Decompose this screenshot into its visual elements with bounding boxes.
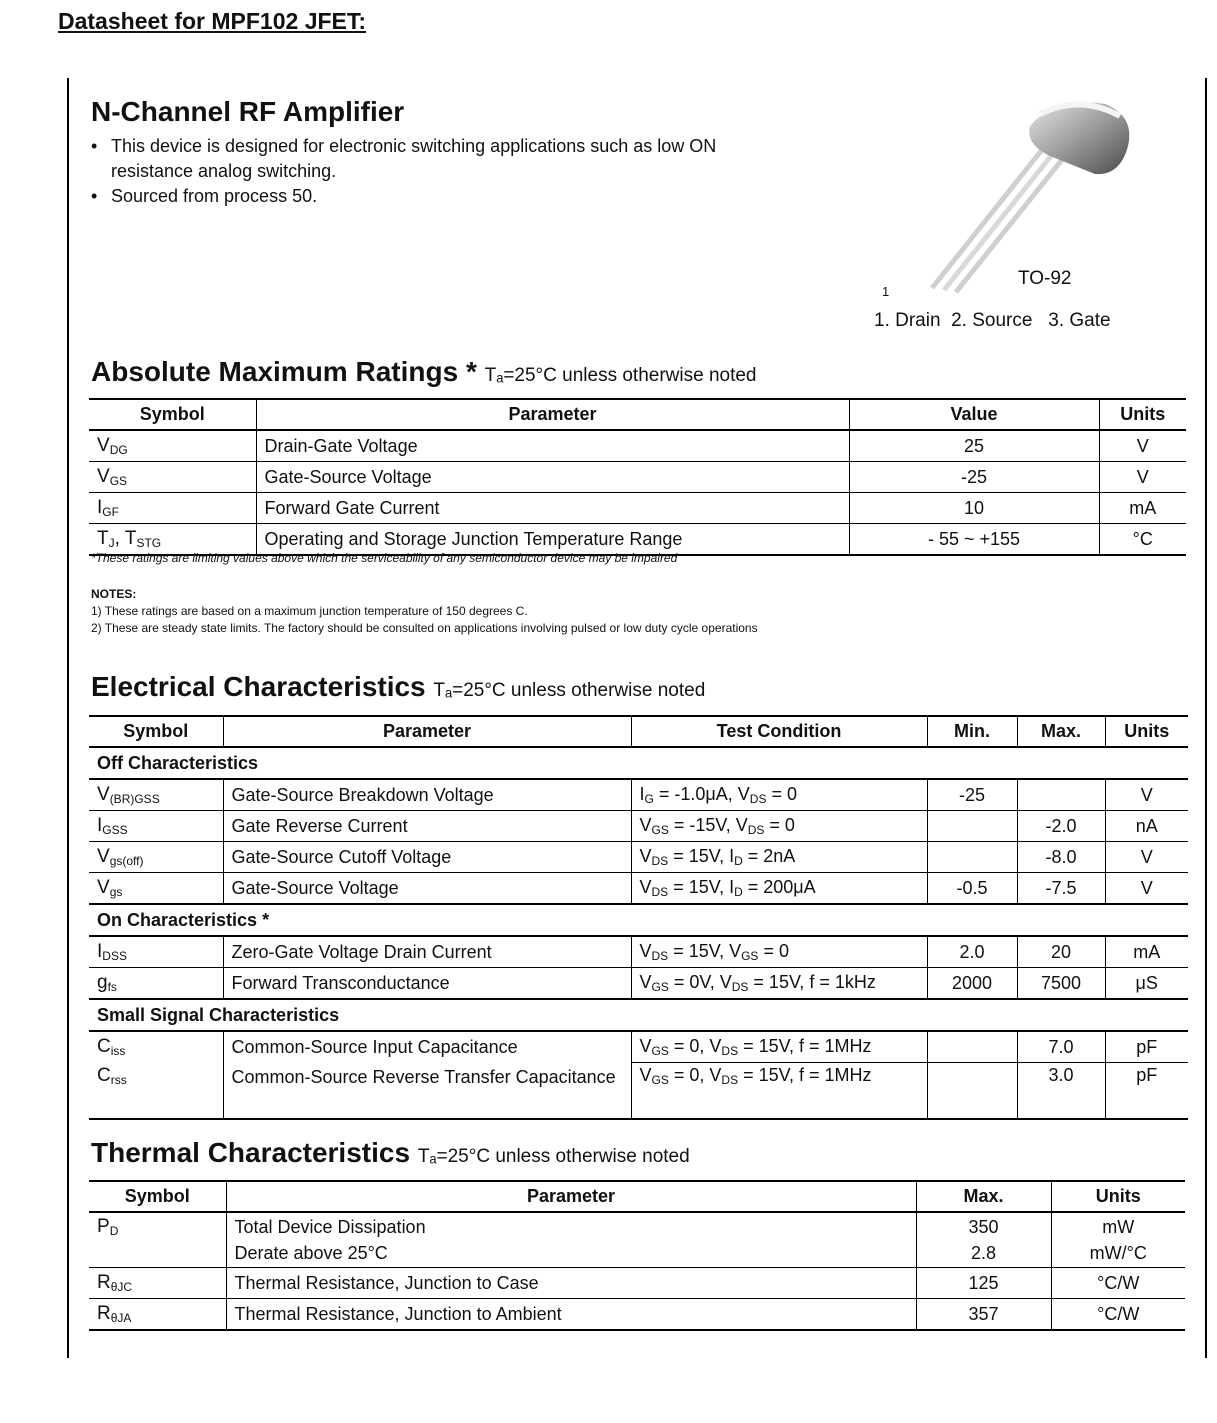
max-cell: -8.0 xyxy=(1017,842,1105,873)
parameter-cell: Operating and Storage Junction Temperature Range xyxy=(256,524,849,556)
col-header: Units xyxy=(1099,399,1186,430)
col-header: Value xyxy=(849,399,1099,430)
unit-cell: V xyxy=(1099,462,1186,493)
unit-cell: mA xyxy=(1099,493,1186,524)
min-cell: 2000 xyxy=(927,968,1017,1000)
frame-left-border xyxy=(67,78,69,1358)
electrical-title: Electrical Characteristics xyxy=(91,671,426,702)
max-cell: 7.0 xyxy=(1017,1031,1105,1063)
feature-item: • This device is designed for electronic switching applications such as low ON resistance analog switching. xyxy=(91,134,731,184)
table-row xyxy=(89,842,1188,873)
thermal-table xyxy=(89,1180,1185,1331)
max-cell: 350 2.8 xyxy=(916,1212,1051,1268)
feature-list xyxy=(91,134,791,209)
frame-right-border xyxy=(1205,78,1207,1358)
col-header: Symbol xyxy=(89,716,223,747)
col-header: Min. xyxy=(927,716,1017,747)
thermal-title: Thermal Characteristics xyxy=(91,1137,411,1168)
table-row xyxy=(89,873,1188,905)
value-cell: 10 xyxy=(849,493,1099,524)
small-signal-label: Small Signal Characteristics xyxy=(89,999,1188,1031)
section-row xyxy=(89,904,1188,936)
notes-block xyxy=(91,586,758,637)
symbol-cell: $P_D$ xyxy=(89,1212,226,1268)
symbol-cell: $V_{DG}$ xyxy=(89,430,256,462)
col-header: Parameter xyxy=(226,1181,916,1212)
to92-package-icon xyxy=(880,96,1150,296)
abs-max-condition: Tₐ=25°C unless otherwise noted xyxy=(484,365,757,386)
parameter-cell: Total Device Dissipation Derate above 25°C xyxy=(226,1212,916,1268)
min-cell xyxy=(927,1031,1017,1063)
pin1-marker: 1 xyxy=(882,284,890,299)
abs-max-title: Absolute Maximum Ratings xyxy=(91,356,459,387)
note-item: 2) These are steady state limits. The factory should be consulted on applications involving pulsed or low duty cycle operations xyxy=(91,621,758,635)
unit-cell: pF xyxy=(1105,1031,1188,1063)
max-cell: 7500 xyxy=(1017,968,1105,1000)
symbol-cell: $g_{fs}$ xyxy=(89,968,223,1000)
electrical-condition: Tₐ=25°C unless otherwise noted xyxy=(433,680,706,701)
condition-cell: $V_{GS} = -15V$, $V_{DS} = 0$ xyxy=(631,811,927,842)
table-header-row xyxy=(89,716,1188,747)
col-header: Units xyxy=(1105,716,1188,747)
symbol-cell: $V_{gs(off)}$ xyxy=(89,842,223,873)
device-heading: N-Channel RF Amplifier xyxy=(91,96,405,127)
table-row xyxy=(89,1212,1185,1268)
unit-cell: mW mW/°C xyxy=(1051,1212,1185,1268)
condition-cell: $V_{GS} = 0$, $V_{DS} = 15V$, f = 1MHz xyxy=(631,1063,927,1119)
off-characteristics-label: Off Characteristics xyxy=(89,747,1188,779)
min-cell xyxy=(927,811,1017,842)
unit-cell: V xyxy=(1099,430,1186,462)
symbol-cell: $V_{gs}$ xyxy=(89,873,223,905)
feature-item: • Sourced from process 50. xyxy=(91,184,791,209)
condition-cell: $V_{DS} = 15V$, $V_{GS} = 0$ xyxy=(631,936,927,968)
max-cell: 20 xyxy=(1017,936,1105,968)
col-header: Parameter xyxy=(256,399,849,430)
col-header: Symbol xyxy=(89,1181,226,1212)
symbol-cell: $I_{GF}$ xyxy=(89,493,256,524)
parameter-cell: Gate-Source Voltage xyxy=(256,462,849,493)
parameter-cell: Thermal Resistance, Junction to Case xyxy=(226,1268,916,1299)
table-row xyxy=(89,493,1186,524)
table-header-row xyxy=(89,399,1186,430)
col-header: Units xyxy=(1051,1181,1185,1212)
condition-cell: $V_{GS} = 0$, $V_{DS} = 15V$, f = 1MHz xyxy=(631,1031,927,1063)
unit-cell: V xyxy=(1105,842,1188,873)
electrical-heading xyxy=(91,671,705,703)
table-row xyxy=(89,1031,1188,1063)
table-row xyxy=(89,779,1188,811)
unit-cell: nA xyxy=(1105,811,1188,842)
condition-cell: $I_G = -1.0\mu A$, $V_{DS} = 0$ xyxy=(631,779,927,811)
parameter-cell: Gate-Source Cutoff Voltage xyxy=(223,842,631,873)
condition-cell: $V_{GS} = 0V$, $V_{DS} = 15V$, f = 1kHz xyxy=(631,968,927,1000)
abs-max-heading xyxy=(91,356,757,388)
thermal-heading xyxy=(91,1137,690,1169)
table-row xyxy=(89,462,1186,493)
symbol-cell: $R_{\theta JA}$ xyxy=(89,1299,226,1331)
symbol-cell: $T_J$, $T_{STG}$ xyxy=(89,524,256,556)
parameter-cell: Common-Source Reverse Transfer Capacitance xyxy=(223,1063,631,1119)
note-item: 1) These ratings are based on a maximum junction temperature of 150 degrees C. xyxy=(91,604,528,618)
unit-cell: V xyxy=(1105,873,1188,905)
value-cell: 25 xyxy=(849,430,1099,462)
table-row xyxy=(89,1063,1188,1119)
abs-max-star: * xyxy=(465,356,477,387)
max-cell: 3.0 xyxy=(1017,1063,1105,1119)
on-characteristics-label: On Characteristics * xyxy=(89,904,1188,936)
symbol-cell: $C_{iss}$ xyxy=(97,1036,126,1059)
condition-cell: $V_{DS} = 15V$, $I_D = 2nA$ xyxy=(631,842,927,873)
unit-cell: mA xyxy=(1105,936,1188,968)
unit-cell: °C/W xyxy=(1051,1268,1185,1299)
parameter-cell: Gate Reverse Current xyxy=(223,811,631,842)
unit-cell: pF xyxy=(1105,1063,1188,1119)
table-header-row xyxy=(89,1181,1185,1212)
max-cell: 125 xyxy=(916,1268,1051,1299)
parameter-cell: Common-Source Input Capacitance xyxy=(223,1031,631,1063)
symbol-cell: $C_{rss}$ xyxy=(89,1063,223,1119)
parameter-cell: Forward Gate Current xyxy=(256,493,849,524)
col-header: Symbol xyxy=(89,399,256,430)
thermal-condition: Tₐ=25°C unless otherwise noted xyxy=(417,1146,690,1167)
section-row xyxy=(89,999,1188,1031)
unit-cell: °C/W xyxy=(1051,1299,1185,1331)
max-cell: -7.5 xyxy=(1017,873,1105,905)
table-row xyxy=(89,936,1188,968)
table-row xyxy=(89,1268,1185,1299)
min-cell xyxy=(927,1063,1017,1119)
max-cell: -2.0 xyxy=(1017,811,1105,842)
min-cell xyxy=(927,842,1017,873)
unit-cell: μS xyxy=(1105,968,1188,1000)
table-row xyxy=(89,1299,1185,1331)
symbol-cell: $V_{GS}$ xyxy=(89,462,256,493)
unit-cell: °C xyxy=(1099,524,1186,556)
pin-assignment: 1. Drain 2. Source 3. Gate xyxy=(874,310,1111,331)
parameter-cell: Drain-Gate Voltage xyxy=(256,430,849,462)
symbol-cell: $I_{GSS}$ xyxy=(89,811,223,842)
parameter-cell: Gate-Source Breakdown Voltage xyxy=(223,779,631,811)
ratings-footnote: *These ratings are limiting values above which the serviceability of any semiconductor device may be impaired xyxy=(91,551,678,565)
parameter-cell: Thermal Resistance, Junction to Ambient xyxy=(226,1299,916,1331)
parameter-cell: Gate-Source Voltage xyxy=(223,873,631,905)
parameter-cell: Forward Transconductance xyxy=(223,968,631,1000)
col-header: Max. xyxy=(1017,716,1105,747)
min-cell: -25 xyxy=(927,779,1017,811)
value-cell: - 55 ~ +155 xyxy=(849,524,1099,556)
symbol-cell: $V_{(BR)GSS}$ xyxy=(89,779,223,811)
col-header: Parameter xyxy=(223,716,631,747)
min-cell: 2.0 xyxy=(927,936,1017,968)
abs-max-table xyxy=(89,398,1186,556)
condition-cell: $V_{DS} = 15V$, $I_D = 200\mu A$ xyxy=(631,873,927,905)
electrical-table xyxy=(89,715,1188,1120)
max-cell: 357 xyxy=(916,1299,1051,1331)
symbol-cell: $I_{DSS}$ xyxy=(89,936,223,968)
document-title: Datasheet for MPF102 JFET: xyxy=(58,8,367,34)
col-header: Test Condition xyxy=(631,716,927,747)
value-cell: -25 xyxy=(849,462,1099,493)
section-row xyxy=(89,747,1188,779)
col-header: Max. xyxy=(916,1181,1051,1212)
package-label: TO-92 xyxy=(1018,268,1072,289)
unit-cell: V xyxy=(1105,779,1188,811)
table-row xyxy=(89,430,1186,462)
table-row xyxy=(89,968,1188,1000)
symbol-cell: $R_{\theta JC}$ xyxy=(89,1268,226,1299)
parameter-cell: Zero-Gate Voltage Drain Current xyxy=(223,936,631,968)
max-cell xyxy=(1017,779,1105,811)
min-cell: -0.5 xyxy=(927,873,1017,905)
notes-title: NOTES: xyxy=(91,587,137,601)
table-row xyxy=(89,811,1188,842)
